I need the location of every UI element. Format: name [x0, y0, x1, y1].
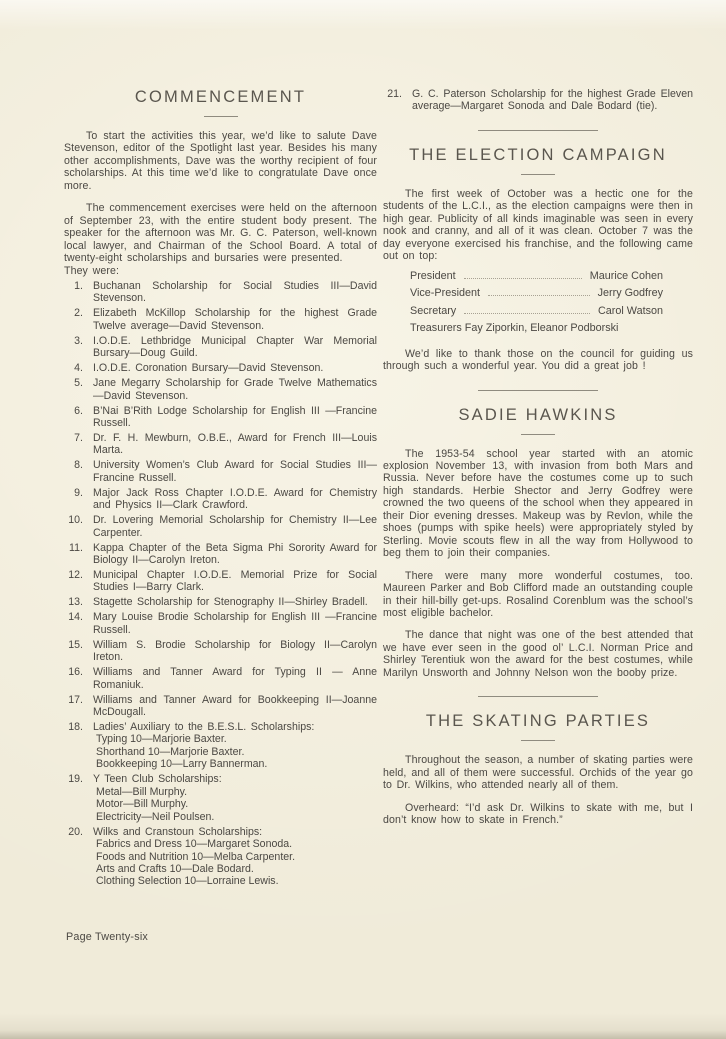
item-text: Mary Louise Brodie Scholarship for English III —Francine Russell. — [93, 611, 377, 636]
item-number: 18. — [68, 720, 83, 733]
list-intro: They were: — [64, 264, 119, 277]
sadie-paragraph-2: There were many more wonderful costumes, too. Maureen Parker and Bob Clifford made an outstanding couple in their hill-billy get-ups. Rosalind Corenblum was the school’s most eligible bachelor. — [383, 569, 693, 619]
item-text: B’Nai B’Rith Lodge Scholarship for English III —Francine Russell. — [93, 404, 377, 430]
skating-parties-heading: THE SKATING PARTIES — [425, 712, 651, 731]
scholarship-item — [64, 639, 377, 664]
left-column — [64, 88, 377, 890]
item-number: 20. — [68, 825, 83, 838]
item-number: 10. — [68, 514, 83, 527]
item-number: 21. — [387, 88, 402, 100]
scholarship-item — [64, 721, 377, 771]
officer-title: Secretary — [410, 304, 457, 317]
scholarship-item — [64, 362, 377, 374]
commencement-heading: COMMENCEMENT — [134, 88, 307, 106]
item-text: Wilks and Cranstoun Scholarships: Fabrics and Dress 10—Margaret Sonoda. Foods and Nutrition 10—Melba Carpenter. Arts and Crafts 10—Dale Bodard. Clothing Selection 10—Lorraine Lewis. — [93, 826, 377, 888]
skating-paragraph-2: Overheard: “I’d ask Dr. Wilkins to skate with me, but I don’t know how to skate in French.” — [383, 801, 693, 827]
item-text: Municipal Chapter I.O.D.E. Memorial Prize for Social Studies I—Barry Clark. — [93, 569, 377, 594]
scholarship-item — [64, 514, 377, 539]
item-text: Major Jack Ross Chapter I.O.D.E. Award for Chemistry and Physics II—Clark Crawford. — [93, 486, 377, 512]
scholarship-item — [64, 307, 377, 332]
heading-underline — [521, 174, 555, 175]
dotted-leader — [464, 304, 590, 314]
item-number: 16. — [68, 666, 83, 679]
item-number: 2. — [74, 307, 83, 320]
scholarship-item — [64, 377, 377, 402]
scholarship-item — [64, 405, 377, 430]
item-subline: Electricity—Neil Poulsen. — [96, 810, 215, 823]
dotted-leader — [464, 269, 582, 279]
dotted-leader — [488, 286, 590, 296]
election-heading: THE ELECTION CAMPAIGN — [409, 145, 667, 164]
heading-underline — [521, 740, 555, 741]
item-subline: Shorthand 10—Marjorie Baxter. — [96, 745, 245, 758]
item-number: 11. — [69, 541, 83, 554]
item-number: 8. — [74, 459, 83, 472]
officer-name: Jerry Godfrey — [597, 287, 663, 300]
scholarship-item — [64, 335, 377, 360]
item-subline: Bookkeeping 10—Larry Bannerman. — [96, 758, 268, 771]
officer-title: President — [410, 269, 456, 282]
scholarship-item — [64, 542, 377, 567]
heading-underline — [204, 116, 238, 117]
section-divider — [478, 696, 598, 697]
item-text: Ladies’ Auxiliary to the B.E.S.L. Scholarships: Typing 10—Marjorie Baxter. Shorthand 10—Marjorie Baxter. Bookkeeping 10—Larry Bannerman. — [93, 721, 377, 771]
scholarship-item — [64, 487, 377, 512]
officer-title: Treasurers Fay Ziporkin, Eleanor Podborski — [410, 322, 619, 335]
scholarship-item — [64, 432, 377, 457]
item-number: 19. — [68, 773, 83, 786]
item-subline: Arts and Crafts 10—Dale Bodard. — [96, 862, 254, 875]
item-subline: Foods and Nutrition 10—Melba Carpenter. — [96, 850, 296, 863]
item-number: 1. — [74, 279, 83, 292]
sadie-paragraph-1: The 1953-54 school year started with an atomic explosion November 13, with invasion from both Mars and Russia. Never before have the costumes come up to such high standards. Herbie Shector and Jerry Godfrey were crowned the two queens of the school when they appeared in their Dior evening dresses. Makeup was by Revlon, while the shoes (pumps with spike heels) were appropriately styled by Sterling. Movie scouts flew in all the way from Hollywood to beg them to join their companies. — [383, 447, 693, 560]
item-number: 7. — [74, 431, 83, 444]
page-number: Page Twenty-six — [66, 931, 149, 943]
item-number: 4. — [74, 362, 83, 375]
officer-row — [410, 285, 663, 303]
election-paragraph: The first week of October was a hectic one for the students of the L.C.I., as the election campaigns were then in high gear. Publicity of all kinds imaginable was seen in every nook and cranny, and all of it was clean. October 7 was the day everyone exercised his franchise, and the following came out on top: — [383, 187, 693, 263]
scholarship-list — [64, 280, 377, 888]
item-number: 9. — [74, 486, 83, 499]
item-subline: Typing 10—Marjorie Baxter. — [96, 733, 227, 746]
item-subline: Motor—Bill Murphy. — [96, 798, 189, 811]
item-number: 3. — [74, 334, 83, 347]
section-divider — [478, 390, 598, 391]
item-number: 14. — [68, 611, 83, 624]
scholarship-item — [64, 694, 377, 719]
scholarship-item — [64, 666, 377, 691]
item-text: Kappa Chapter of the Beta Sigma Phi Sorority Award for Biology II—Carolyn Ireton. — [93, 541, 377, 567]
item-subline: Metal—Bill Murphy. — [96, 785, 188, 798]
officer-name: Carol Watson — [597, 304, 663, 317]
item-text: University Women’s Club Award for Social Studies III—Francine Russell. — [93, 459, 377, 484]
item-text: Y Teen Club Scholarships: Metal—Bill Murphy. Motor—Bill Murphy. Electricity—Neil Poulsen. — [93, 773, 377, 823]
item-subline: Fabrics and Dress 10—Margaret Sonoda. — [96, 838, 293, 851]
sadie-paragraph-3: The dance that night was one of the best attended that we have ever seen in the good ol’ L.C.I. Norman Price and Shirley Terentiuk won the award for the best costumes, while Marilyn Unsworth and Johnny Nelson won the booby prize. — [383, 629, 693, 679]
scholarship-item — [64, 826, 377, 888]
scholarship-item — [64, 611, 377, 636]
item-text: Stagette Scholarship for Stenography II—Shirley Bradell. — [93, 596, 368, 609]
item-subline: Clothing Selection 10—Lorraine Lewis. — [96, 875, 279, 888]
scholarship-item — [64, 280, 377, 305]
scholarship-item — [64, 459, 377, 484]
item-text: I.O.D.E. Coronation Bursary—David Stevenson. — [93, 362, 324, 375]
item-text: Williams and Tanner Award for Typing II — Anne Romaniuk. — [93, 666, 377, 691]
item-text: Williams and Tanner Award for Bookkeeping II—Joanne McDougall. — [93, 693, 377, 719]
right-column — [383, 88, 693, 837]
item-number: 17. — [68, 693, 83, 706]
officer-title: Vice-President — [410, 287, 481, 300]
scholarship-item-21 — [383, 88, 693, 113]
election-closing: We’d like to thank those on the council for guiding us through such a wonderful year. You did a great job ! — [383, 347, 693, 373]
election-results — [410, 268, 663, 338]
commencement-paragraph-1: To start the activities this year, we’d like to salute Dave Stevenson, editor of the Spotlight last year. Besides his many other accomplishments, Dave was the worthy recipient of four scholarships. At this time we’d like to congratulate Dave once more. — [64, 130, 377, 192]
officer-row — [410, 268, 663, 286]
item-text: I.O.D.E. Lethbridge Municipal Chapter War Memorial Bursary—Doug Guild. — [93, 334, 377, 360]
commencement-paragraph-2: The commencement exercises were held on the afternoon of September 23, with the entire student body present. The speaker for the afternoon was Mr. G. C. Paterson, well-known local lawyer, and Chairman of the School Board. A total of twenty-eight scholarships and bursaries were presented. — [64, 202, 377, 265]
item-text: Dr. F. H. Mewburn, O.B.E., Award for French III—Louis Marta. — [93, 431, 377, 457]
officer-name: Maurice Cohen — [589, 269, 663, 282]
item-text: Dr. Lovering Memorial Scholarship for Chemistry II—Lee Carpenter. — [93, 514, 377, 539]
item-number: 6. — [74, 404, 83, 417]
scholarship-item — [64, 569, 377, 594]
scholarship-item — [64, 596, 377, 608]
item-text: G. C. Paterson Scholarship for the highest Grade Eleven average—Margaret Sonoda and Dale Bodard (tie). — [412, 88, 693, 113]
sadie-hawkins-heading: SADIE HAWKINS — [458, 405, 618, 424]
skating-paragraph-1: Throughout the season, a number of skating parties were held, and all of them were successful. Orchids of the year go to Dr. Wilkins, who attended nearly all of them. — [383, 754, 693, 792]
officer-row — [410, 303, 663, 321]
heading-underline — [521, 434, 555, 435]
item-number: 5. — [74, 377, 83, 390]
officer-row — [410, 320, 663, 338]
item-number: 12. — [68, 569, 83, 581]
item-text: William S. Brodie Scholarship for Biology II—Carolyn Ireton. — [93, 638, 377, 664]
item-text: Elizabeth McKillop Scholarship for the highest Grade Twelve average—David Stevenson. — [93, 307, 377, 332]
scholarship-item — [64, 773, 377, 823]
item-text: Buchanan Scholarship for Social Studies III—David Stevenson. — [93, 279, 377, 305]
item-number: 15. — [68, 638, 83, 651]
section-divider — [478, 130, 598, 131]
item-number: 13. — [68, 596, 83, 609]
item-text: Jane Megarry Scholarship for Grade Twelve Mathematics—David Stevenson. — [93, 377, 377, 402]
